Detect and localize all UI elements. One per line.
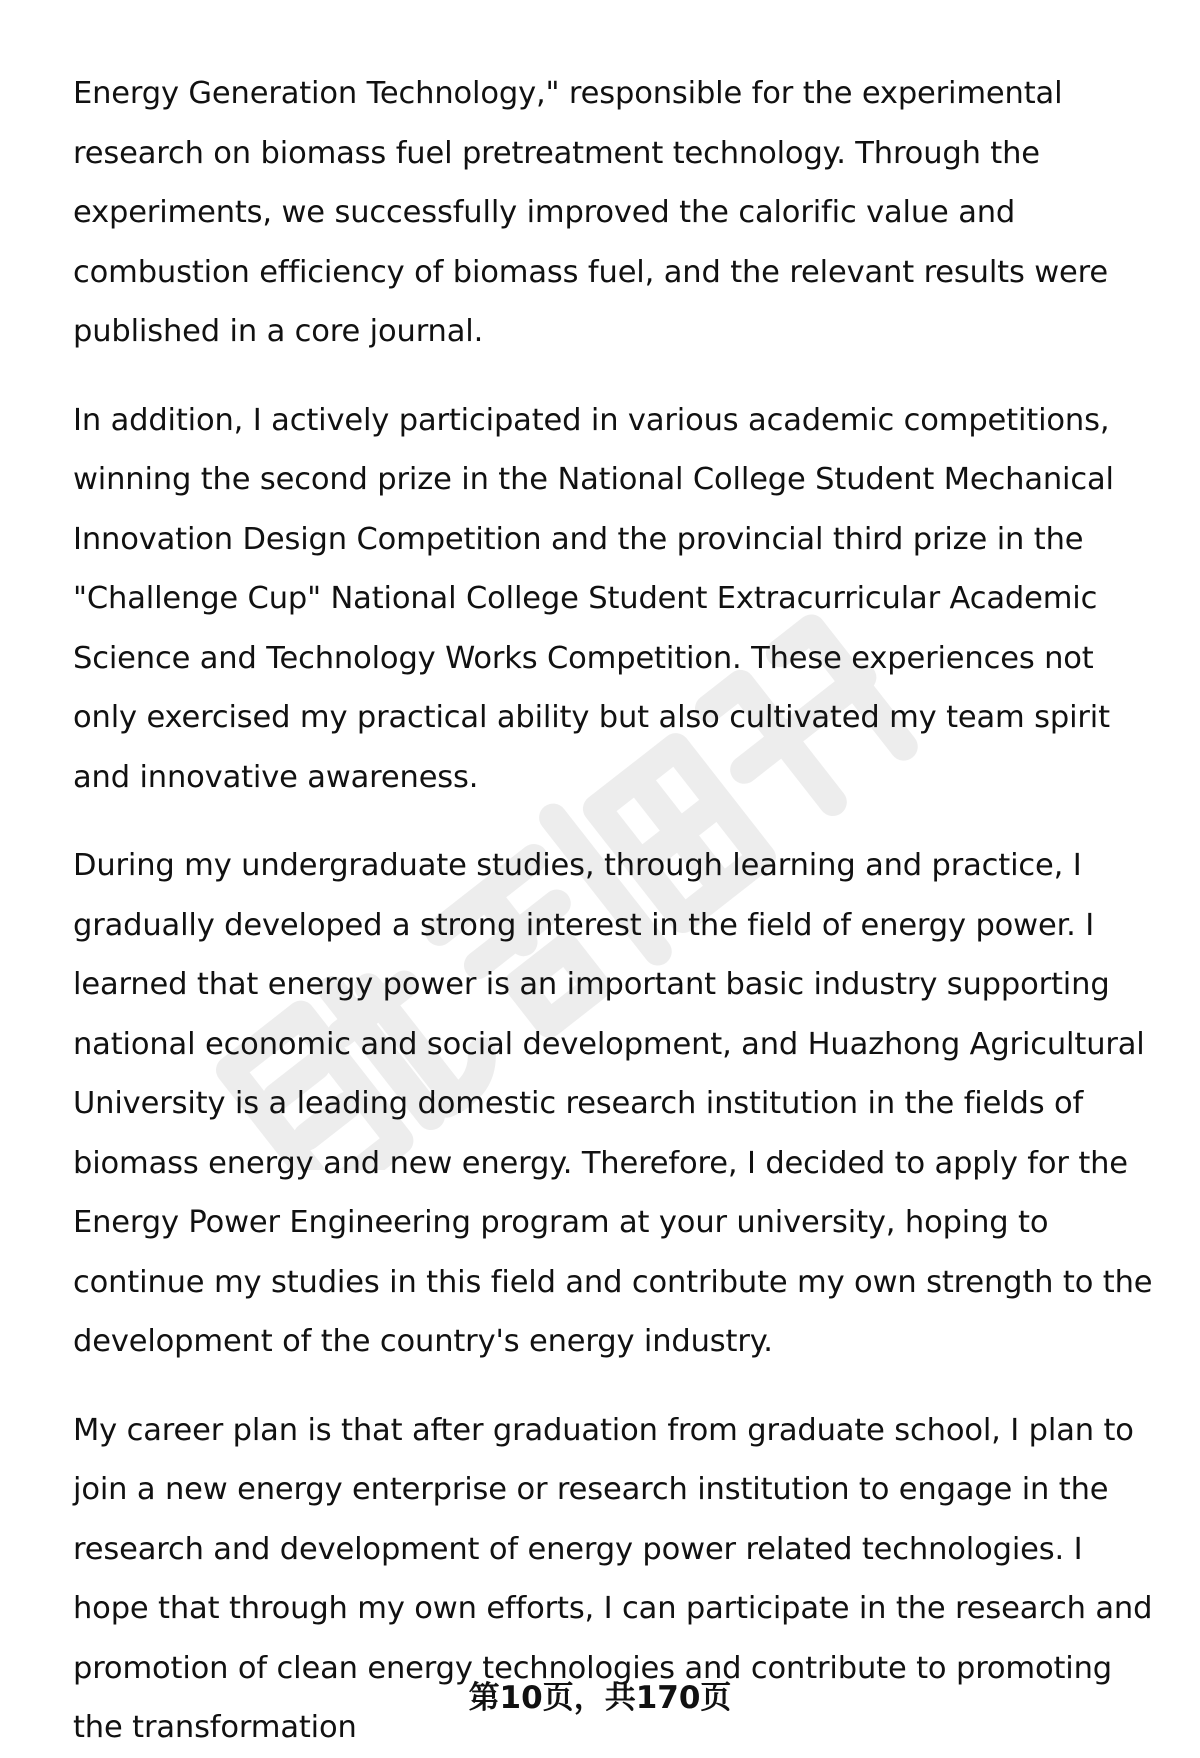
paragraph-career-plan: My career plan is that after graduation from graduate school, I plan to join a new energy enterprise or research institution to engage in the research and development of energy power related technologies. I hope that through my own efforts, I can participate in the research and promotion of clean energy technologies and contribute to promoting the transformation [73, 1412, 1153, 1745]
paragraph-research-experience: Energy Generation Technology," responsible for the experimental research on biomass fuel pretreatment technology. Through the experiments, we successfully improved the calorific value and combustion efficiency of biomass fuel, and the relevant results were published in a core journal. [73, 76, 1109, 349]
document-body [73, 64, 1153, 1758]
page-number-footer: 第10页，共170页 [468, 1680, 732, 1716]
paragraph-competitions: In addition, I actively participated in various academic competitions, winning the second prize in the National College Student Mechanical Innovation Design Competition and the provincial third prize in the "Challenge Cup" National College Student Extracurricular Academic Science and Technology Works Competition. These experiences not only exercised my practical ability but also cultivated my team spirit and innovative awareness. [73, 402, 1114, 795]
paragraph-motivation: During my undergraduate studies, through learning and practice, I gradually developed a strong interest in the field of energy power. I learned that energy power is an important basic industry supporting national economic and social development, and Huazhong Agricultural University is a leading domestic research institution in the fields of biomass energy and new energy. Therefore, I decided to apply for the Energy Power Engineering program at your university, hoping to continue my studies in this field and contribute my own strength to the development of the country's energy industry. [73, 848, 1153, 1359]
